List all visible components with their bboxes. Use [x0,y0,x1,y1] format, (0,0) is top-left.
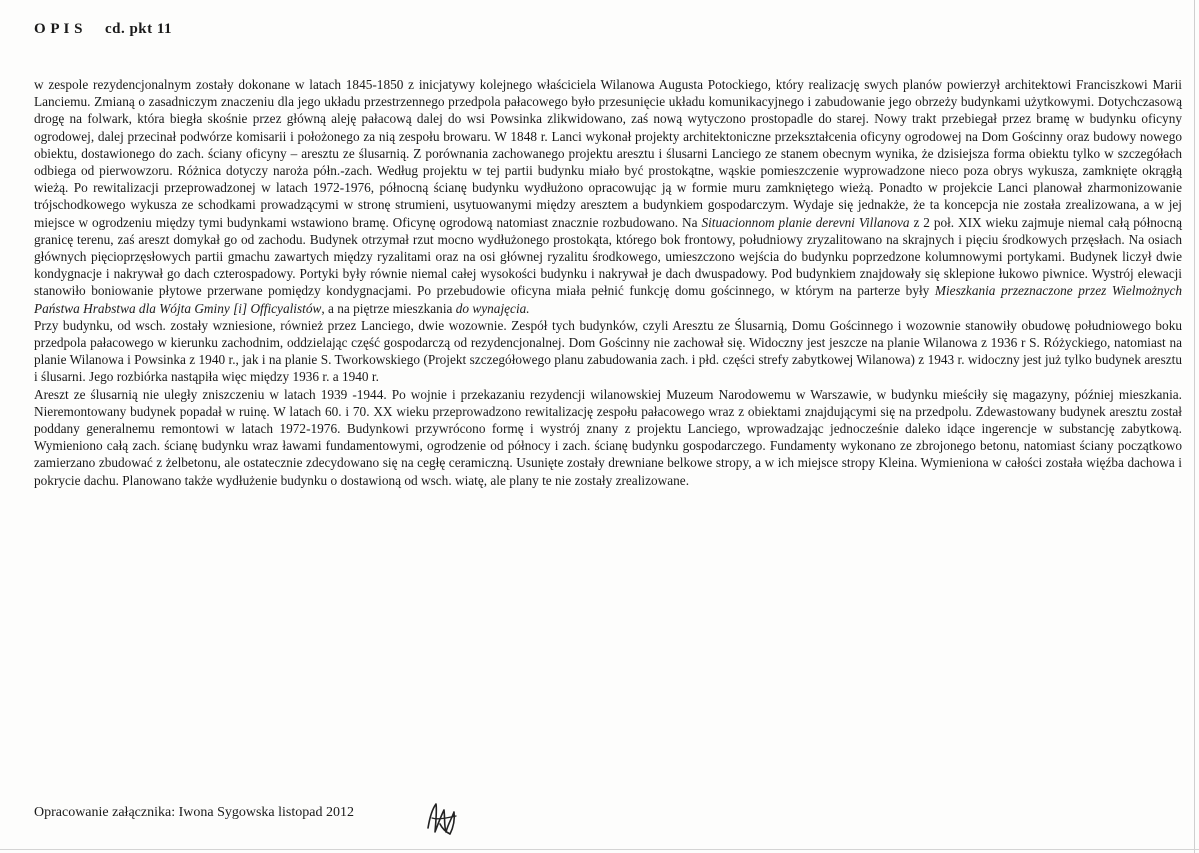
document-footer: Opracowanie załącznika: Iwona Sygowska listopad 2012 [34,805,354,820]
page-edge-bottom [0,849,1199,850]
page-edge-right [1194,0,1195,853]
header-subtitle: cd. pkt 11 [104,21,173,37]
paragraph-2: Przy budynku, od wsch. zostały wzniesione, również przez Lanciego, dwie wozownie. Zespół tych budynków, czyli Aresztu ze Ślusarnią, Domu Gościnnego i wozownie stanowiły obudowę południowego boku przedpola pałacowego w kierunku zachodnim, oddzielając część gospodarczą od rezydencjonalnej. Dom Gościnny nie zachował się. Widoczny jest jeszcze na planie Wilanowa z 1936 r S. Różyckiego, natomiast na planie Wilanowa i Powsinka z 1940 r., jak i na planie S. Tworkowskiego (Projekt szczegółowego planu zabudowania zach. i płd. części strefy zabytkowej Wilanowa) z 1943 r. widoczny jest już tylko budynek aresztu i ślusarni. Jego rozbiórka nastąpiła więc między 1936 r. a 1940 r. [34,317,1182,385]
header-title: O P I S [34,21,83,37]
paragraph-1 [34,76,1182,317]
handwritten-signature-icon [424,798,460,838]
paragraph-1-text-a: w zespole rezydencjonalnym zostały dokonane w latach 1845-1850 z inicjatywy kolejnego właściciela Wilanowa Augusta Potockiego, który realizację swych planów powierzył architektowi Franciszkowi Marii Lanciemu. Zmianą o zasadniczym znaczeniu dla jego układu przestrzennego przedpola pałacowego było przesunięcie układu komunikacyjnego i zabudowanie jego obrzeży budynkami użytkowymi. Dotychczasową drogę na folwark, która biegła skośnie przez główną aleję pałacową dalej do wsi Powsinka zlikwidowano, zaś nową wytyczono prostopadle do starej. Nowy trakt przebiegał przez bramę w budynku oficyny ogrodowej, dalej przecinał podwórze komisarii i położonego za nią zespołu browaru. W 1848 r. Lanci wykonał projekty architektoniczne przekształcenia oficyny ogrodowej na Dom Gościnny oraz budowy nowego obiektu, dostawionego do zach. ściany oficyny – aresztu ze ślusarnią. Z porównania zachowanego projektu aresztu i ślusarni Lanciego ze stanem obecnym wynika, że dzisiejsza forma obiektu tylko w szczegółach odbiega od pierwowzoru. Różnica dotyczy naroża półn.-zach. Według projektu w tej partii budynku miało być prostokątne, wąskie pomieszczenie wyprowadzone nieco poza obrys wykusza, zamknięte okrągłą wieżą. Po rewitalizacji przeprowadzonej w latach 1972-1976, północną ścianę budynku wydłużono opracowując ją w formie muru zamkniętego wieżą. Ponadto w projekcie Lanci planował zharmonizowanie trójschodkowego wykusza ze schodkami prowadzącymi w stronę strumieni, usytuowanymi między aresztem a budynkiem gospodarczym. Wydaje się jednakże, że ta koncepcja nie została zrealizowana, a w jej miejsce w ogrodzeniu między tymi budynkami wstawiono bramę. Oficynę ogrodową natomiast znacznie rozbudowano. Na [34,77,1182,230]
paragraph-1-italic-quote: Mieszkania przeznaczone przez Wielmożnych Państwa Hrabstwa dla Wójta Gminy [i] Officyalistów [34,283,1182,316]
paragraph-1-italic-title: Situacionnom planie derevni Villanova [701,214,910,230]
paragraph-1-text-b: z 2 poł. XIX wieku zajmuje niemal całą północną granicę terenu, zaś areszt domykał go od zachodu. Budynek otrzymał rzut mocno wydłużonego prostokąta, którego bok frontowy, południowy zryzalitowano na skrajnych i pięciu środkowych przęsłach. Na osiach głównych pięcioprzęsłowych partii gmachu zawartych między ryzalitami oraz na osi głównej ryzalitu środkowego, umieszczono wejścia do budynku poprzedzone kolumnowymi portykami. Budynek liczył dwie kondygnacje i nakrywał go dach czterospadowy. Portyki były równie niemal całej wysokości budynku i nakrywał je dach dwuspadowy. Pod budynkiem znajdowały się sklepione łukowo piwnice. Wystrój elewacji stanowiło boniowanie płytowe przerwane pomiędzy kondygnacjami. Po przebudowie oficyna miała pełnić funkcję domu gościnnego, w którym na parterze były [34,214,1183,299]
document-body [34,76,1182,489]
paragraph-1-italic-end: do wynajęcia. [455,300,530,316]
paragraph-3: Areszt ze ślusarnią nie uległy zniszczeniu w latach 1939 -1944. Po wojnie i przekazaniu rezydencji wilanowskiej Muzeum Narodowemu w Warszawie, w budynku mieściły się magazyny, później mieszkania. Nieremontowany budynek popadał w ruinę. W latach 60. i 70. XX wieku przeprowadzono rewitalizację zespołu pałacowego wraz z obiektami znajdującymi się na przedpolu. Zdewastowany budynek aresztu został poddany generalnemu remontowi w latach 1972-1976. Budynkowi przywrócono formę i wystrój znany z projektu Lanciego, wprowadzając jednocześnie daleko idące ingerencje w substancję zabytkową. Wymieniono całą zach. ścianę budynku wraz ławami fundamentowymi, ogrodzenie od północy i zach. ścianę budynku gospodarczego. Fundamenty wykonano ze zbrojonego betonu, natomiast ściany początkowo zamierzano zbudować z żelbetonu, ale ostatecznie zdecydowano się na cegłę ceramiczną. Usunięte zostały drewniane belkowe stropy, a w ich miejsce stropy Kleina. Wymieniona w całości została więźba dachowa i pokrycie dachu. Planowano także wydłużenie budynku o dostawioną od wsch. wiatę, ale plany te nie zostały zrealizowane. [34,386,1182,488]
paragraph-1-text-c: , a na piętrze mieszkania [321,300,453,316]
document-header [34,21,172,38]
